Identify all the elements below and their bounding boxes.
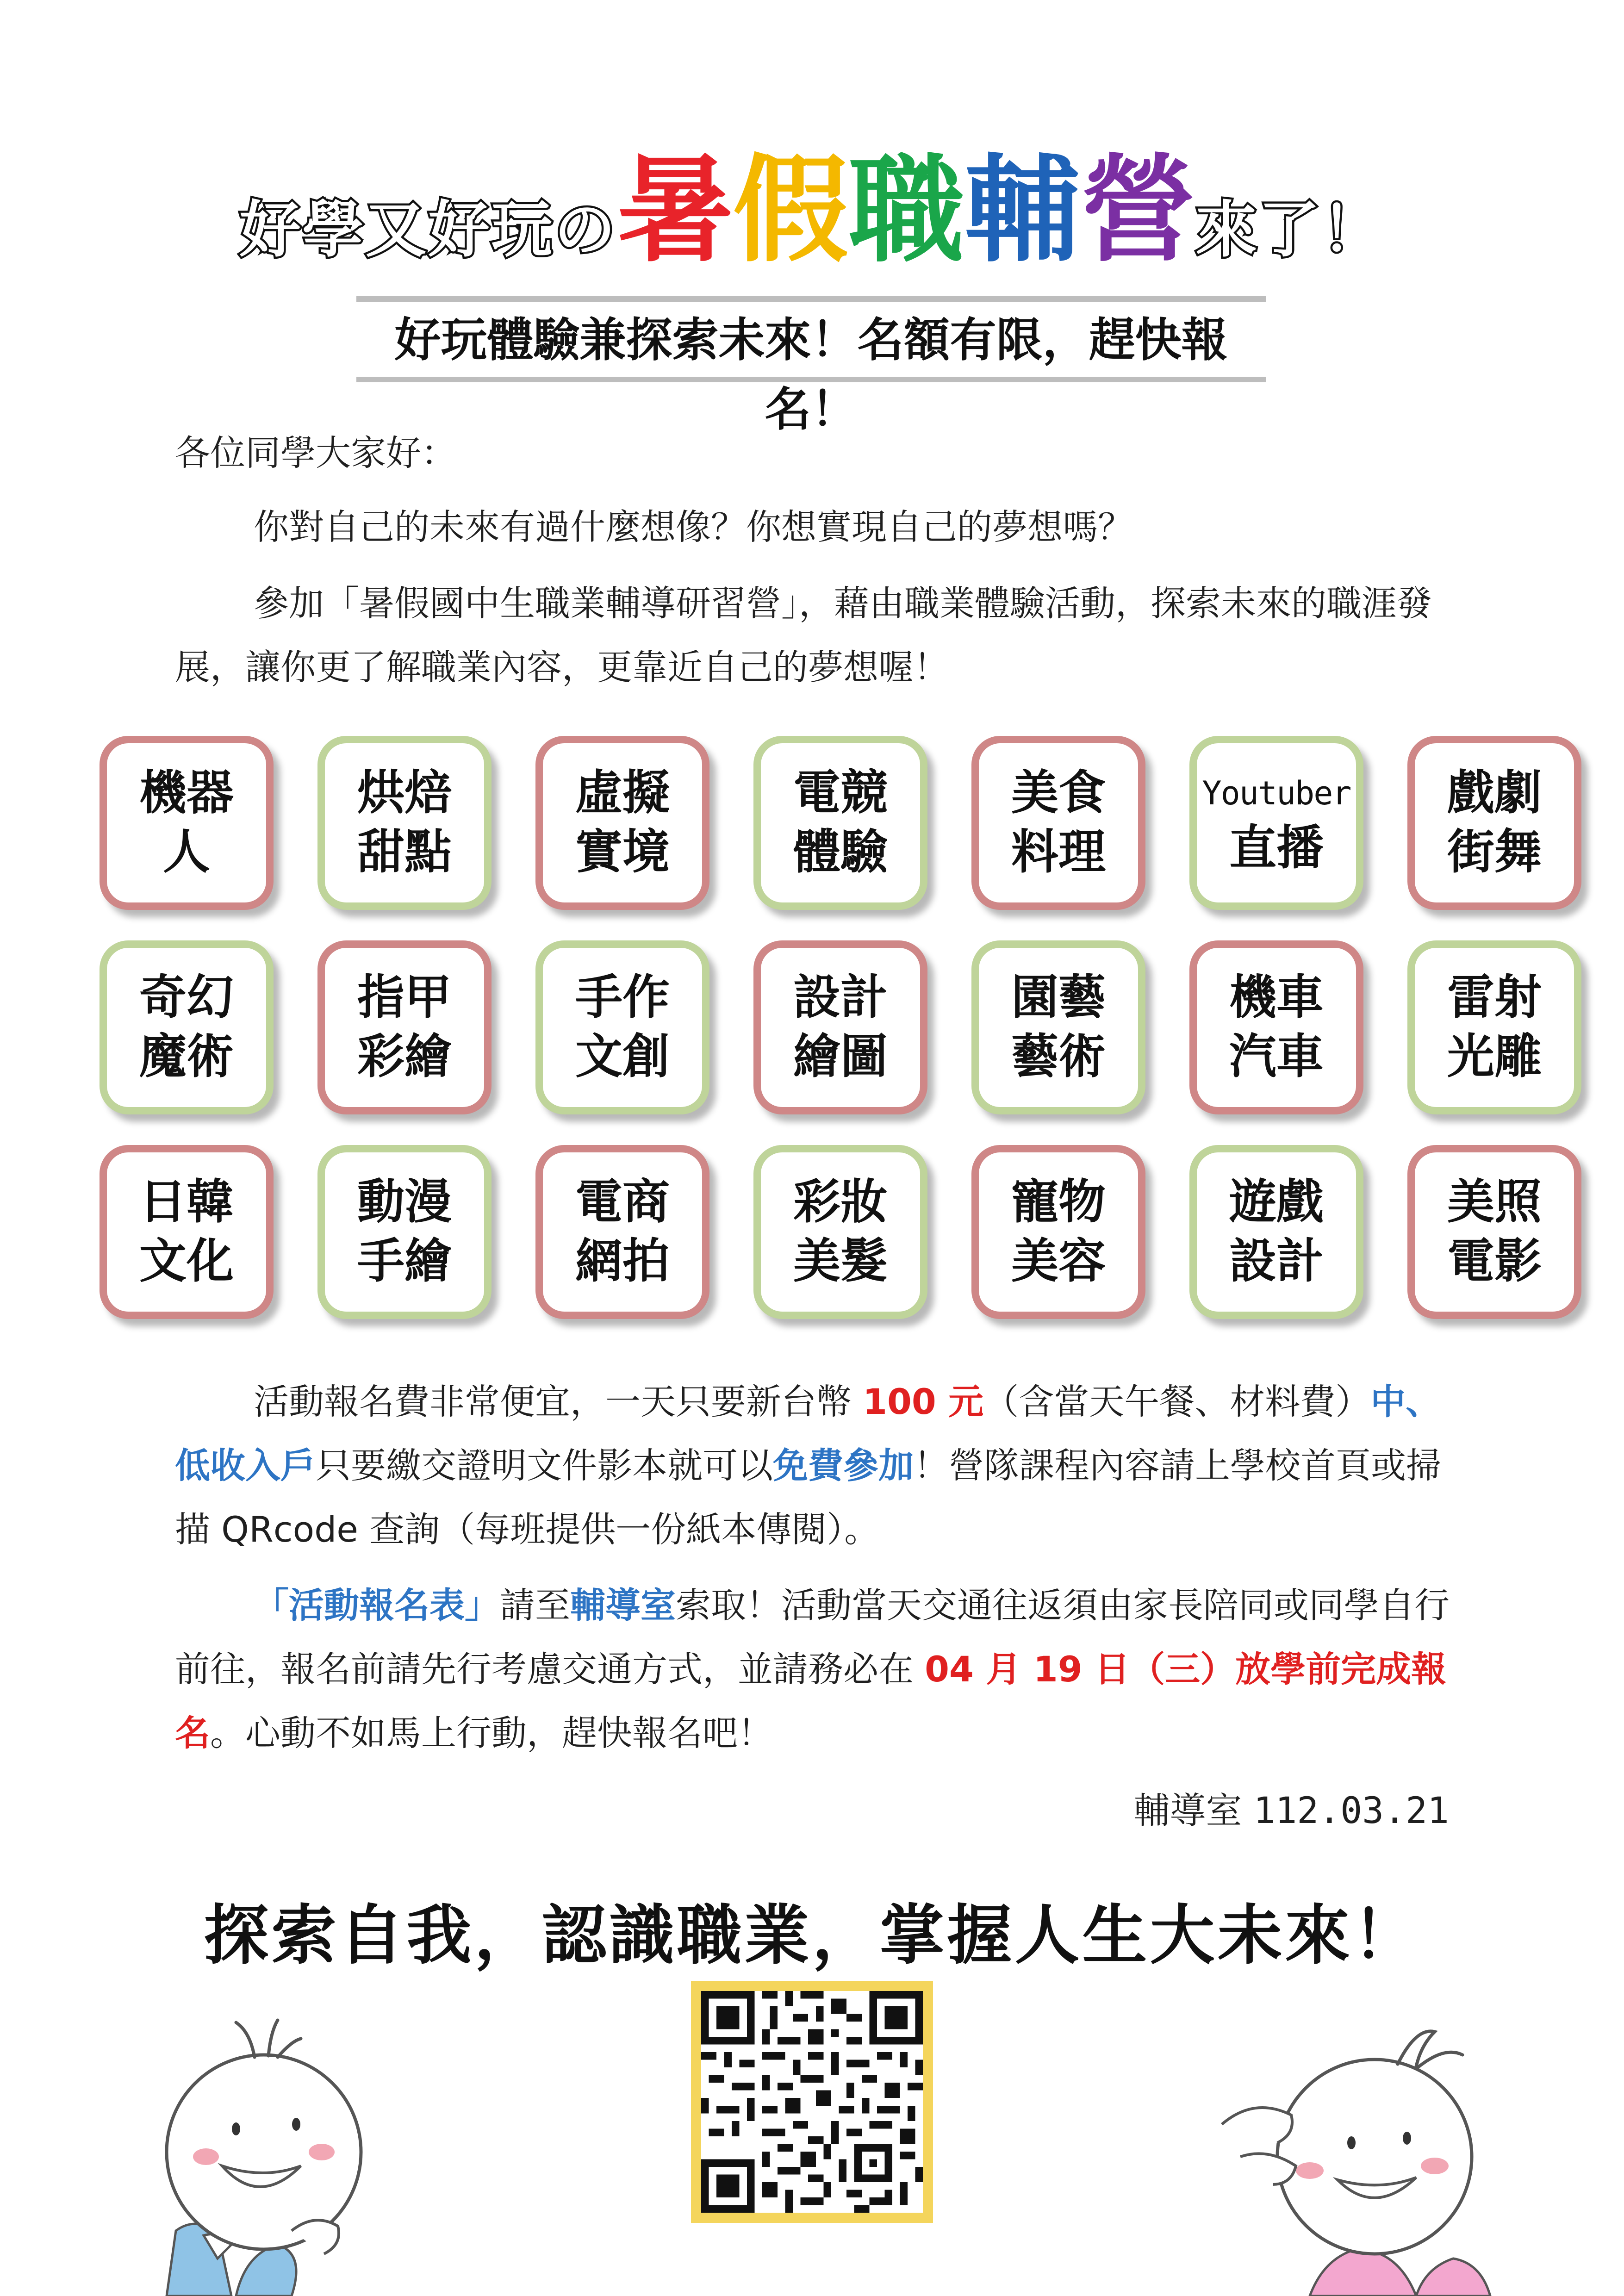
counseling-office-label: 輔導室 <box>570 1585 676 1626</box>
activity-tile-line-2: 人 <box>163 825 210 880</box>
signup-form-label: 「活動報名表」 <box>254 1585 500 1626</box>
activity-tile-line-2: 手繪 <box>357 1234 452 1289</box>
activity-tile-line-2: 設計 <box>1229 1234 1324 1289</box>
signup-paragraph <box>175 1574 1457 1765</box>
title-highlight-char: 營 <box>1080 143 1196 278</box>
activity-tile <box>100 736 274 910</box>
activity-tile <box>753 1145 927 1319</box>
slogan: 探索自我，認識職業，掌握人生大未來！ <box>204 1898 1420 1973</box>
signature-date: 112.03.21 <box>1253 1790 1449 1832</box>
greeting: 各位同學大家好： <box>175 432 456 473</box>
title-highlight-char: 輔 <box>964 143 1080 278</box>
intro-paragraph-1: 你對自己的未來有過什麼想像？你想實現自己的夢想嗎？ <box>254 506 1133 548</box>
activity-tile-line-2: 繪圖 <box>793 1029 888 1084</box>
activity-tile <box>1407 1145 1581 1319</box>
activity-tile-line-1: 遊戲 <box>1229 1175 1324 1230</box>
activity-tile <box>100 940 274 1114</box>
activity-tile-line-1: 寵物 <box>1011 1175 1106 1230</box>
title-suffix: 來了！ <box>1195 194 1385 266</box>
signup-deadline: 04 月 19 日（三）放學前完成報名 <box>175 1649 1447 1754</box>
title-highlight-char: 暑 <box>617 143 733 278</box>
activity-tile-line-2: 電影 <box>1447 1234 1542 1289</box>
activity-tile-line-1: 機車 <box>1229 970 1324 1025</box>
activity-tile <box>100 1145 274 1319</box>
activity-tile-line-2: 魔術 <box>139 1029 234 1084</box>
activity-tile-line-2: 體驗 <box>793 825 888 880</box>
activity-tile-line-1: 設計 <box>793 970 888 1025</box>
signup-text-2: 索取！活動當天交通往返須由家長陪同或同學自行前往，報名前請先行考慮交通方式，並請務必在 <box>175 1585 1450 1690</box>
activity-tile-line-2: 直播 <box>1229 821 1324 876</box>
activity-tile-line-1: 美食 <box>1011 765 1106 821</box>
activity-tile-line-2: 美髮 <box>793 1234 888 1289</box>
activity-tile-line-1: 電商 <box>575 1175 670 1230</box>
activity-tile <box>971 940 1145 1114</box>
activity-tile-line-1: 虛擬 <box>575 765 670 821</box>
subtitle: 好玩體驗兼探索未來！名額有限，趕快報名！ <box>394 313 1228 436</box>
activity-tile-line-2: 實境 <box>575 825 670 880</box>
activity-tile <box>753 940 927 1114</box>
fee-paragraph <box>175 1370 1457 1562</box>
activity-tile <box>317 940 492 1114</box>
fee-text-3: 只要繳交證明文件影本就可以 <box>316 1445 773 1486</box>
activity-tile <box>1407 940 1581 1114</box>
activity-tile-line-1: 戲劇 <box>1447 765 1542 821</box>
signature <box>1134 1782 1449 1834</box>
activity-tile-line-2: 光雕 <box>1447 1029 1542 1084</box>
activity-tile <box>971 1145 1145 1319</box>
activity-tile <box>535 940 709 1114</box>
activity-tile <box>1189 940 1363 1114</box>
activity-tile-line-1: 電競 <box>793 765 888 821</box>
qr-code[interactable] <box>701 1991 923 2213</box>
activity-tile <box>535 1145 709 1319</box>
activity-tile-line-1: 指甲 <box>357 970 452 1025</box>
activity-tile-line-2: 街舞 <box>1447 825 1542 880</box>
intro-paragraph-2: 參加「暑假國中生職業輔導研習營」，藉由職業體驗活動，探索未來的職涯發展，讓你更了解職業內容，更靠近自己的夢想喔！ <box>175 583 1432 688</box>
title-highlight <box>617 143 1196 278</box>
activity-tile-line-2: 美容 <box>1011 1234 1106 1289</box>
activity-tile <box>971 736 1145 910</box>
activity-tile-line-1: Youtuber <box>1202 774 1351 812</box>
activity-tile-line-1: 日韓 <box>139 1175 234 1230</box>
activity-tile-line-1: 彩妝 <box>793 1175 888 1230</box>
signature-office: 輔導室 <box>1133 1790 1242 1832</box>
activity-tile <box>753 736 927 910</box>
title-highlight-char: 假 <box>733 143 849 278</box>
activity-tile-line-1: 動漫 <box>357 1175 452 1230</box>
poster-title <box>0 143 1624 292</box>
activity-tile-line-2: 藝術 <box>1011 1029 1106 1084</box>
boy-illustration <box>139 2013 407 2296</box>
activity-tile-line-2: 甜點 <box>357 825 452 880</box>
girl-illustration <box>1157 2018 1518 2296</box>
activity-tile-line-1: 機器 <box>139 765 234 821</box>
qr-code-frame <box>691 1981 933 2223</box>
low-income-label: 中、低收入戶 <box>175 1381 1441 1486</box>
title-prefix: 好學又好玩の <box>239 194 617 266</box>
fee-text-4: ！營隊課程內容請上學校首頁或掃描 QRcode 查詢（每班提供一份紙本傳閱）。 <box>175 1445 1441 1550</box>
fee-text-1: 活動報名費非常便宜，一天只要新台幣 <box>254 1381 863 1422</box>
free-label: 免費參加 <box>773 1445 914 1486</box>
activity-tile-line-1: 手作 <box>575 970 670 1025</box>
activity-tile <box>1189 736 1363 910</box>
activity-tile <box>1189 1145 1363 1319</box>
activity-tile-line-1: 美照 <box>1447 1175 1542 1230</box>
activity-tile-line-2: 文創 <box>575 1029 670 1084</box>
title-highlight-char: 職 <box>848 143 964 278</box>
activity-tile <box>535 736 709 910</box>
activity-tile-line-2: 彩繪 <box>357 1029 452 1084</box>
subtitle-rule-top <box>356 296 1266 302</box>
fee-text-2: （含當天午餐、材料費） <box>983 1381 1371 1422</box>
activity-tile-line-2: 汽車 <box>1229 1029 1324 1084</box>
activity-tile <box>317 1145 492 1319</box>
activity-tile <box>1407 736 1581 910</box>
fee-amount: 100 元 <box>863 1381 984 1422</box>
subtitle-rule-bottom <box>356 377 1266 382</box>
activity-tile-line-2: 文化 <box>139 1234 234 1289</box>
activity-tile-line-1: 烘焙 <box>357 765 452 821</box>
activity-tile-line-2: 網拍 <box>575 1234 670 1289</box>
activity-tile-line-2: 料理 <box>1011 825 1106 880</box>
activity-tile-line-1: 雷射 <box>1447 970 1542 1025</box>
activity-tile <box>317 736 492 910</box>
activity-tile-line-1: 園藝 <box>1011 970 1106 1025</box>
activity-tile-line-1: 奇幻 <box>139 970 234 1025</box>
activity-grid <box>100 736 1542 1324</box>
signup-text-1: 請至 <box>500 1585 570 1626</box>
signup-text-3: 。心動不如馬上行動，趕快報名吧！ <box>210 1712 773 1754</box>
